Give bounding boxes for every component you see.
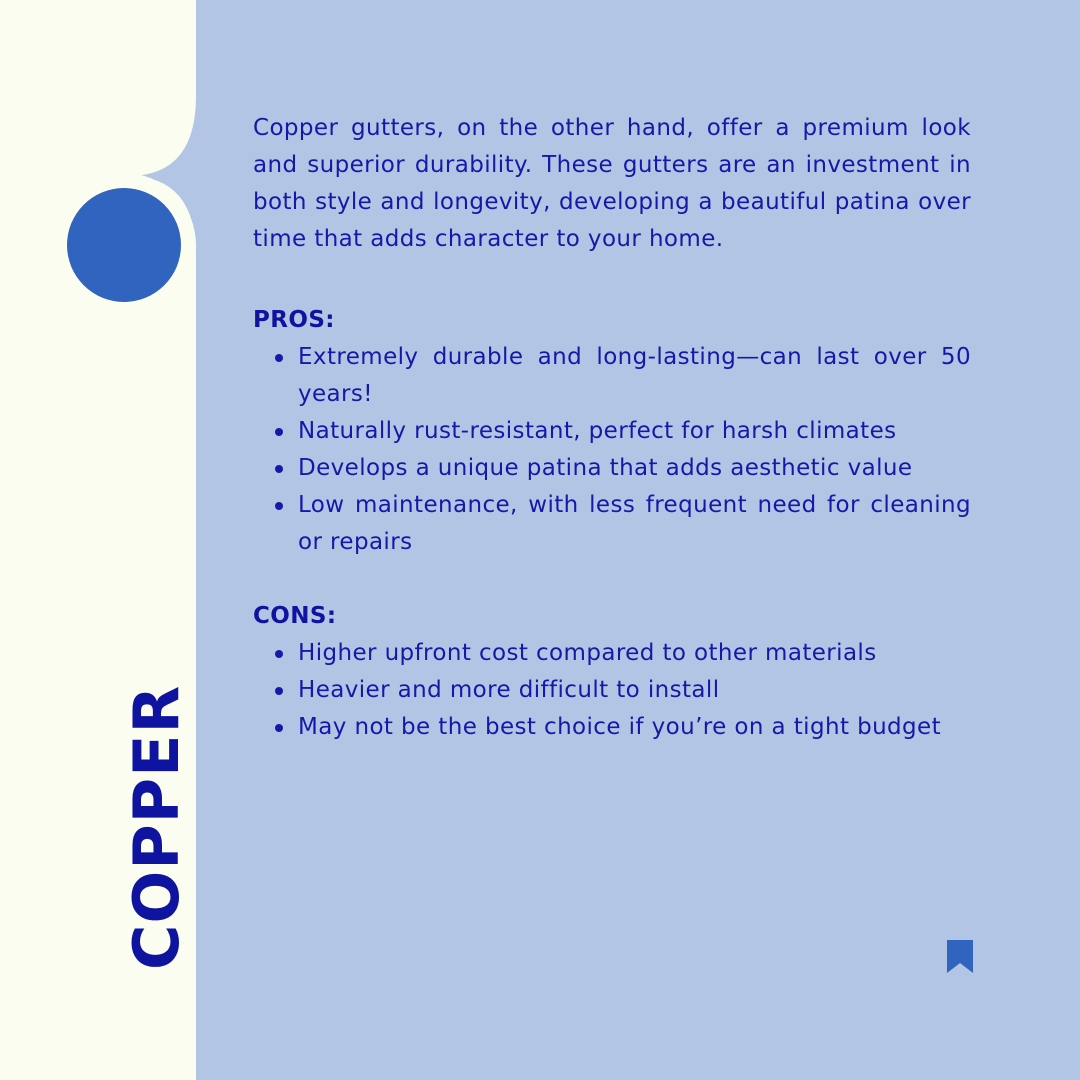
bullet-icon (275, 502, 283, 510)
intro-paragraph: Copper gutters, on the other hand, offer a premium look and superior durability. These gutters are an investment in both style and longevity, developing a beautiful patina over time that adds character to your home. (253, 115, 971, 252)
bullet-icon (275, 428, 283, 436)
pros-item-text: Low maintenance, with less frequent need for cleaning or repairs (298, 492, 971, 555)
cons-heading: CONS: (253, 603, 337, 629)
decorative-shapes (0, 0, 260, 360)
bullet-icon (275, 354, 283, 362)
bookmark-icon[interactable] (947, 940, 973, 973)
bullet-icon (275, 724, 283, 732)
pros-item-text: Develops a unique patina that adds aesthetic value (298, 455, 913, 481)
cons-item-text: May not be the best choice if you’re on a tight budget (298, 714, 942, 740)
pros-item-text: Extremely durable and long-lasting—can last over 50 years! (298, 344, 971, 407)
cons-item (298, 672, 971, 709)
circle-decoration (67, 188, 181, 302)
pros-item (298, 339, 971, 413)
bullet-icon (275, 465, 283, 473)
cons-item (298, 635, 971, 672)
bullet-icon (275, 687, 283, 695)
pros-list (253, 339, 971, 561)
pros-item (298, 413, 971, 450)
cons-item-text: Higher upfront cost compared to other materials (298, 640, 877, 666)
cons-item-text: Heavier and more difficult to install (298, 677, 720, 703)
cons-list (253, 635, 971, 746)
article-content (253, 110, 971, 746)
pros-item (298, 450, 971, 487)
vertical-title: COPPER (120, 684, 193, 970)
cons-item (298, 709, 971, 746)
pros-item (298, 487, 971, 561)
bullet-icon (275, 650, 283, 658)
pros-item-text: Naturally rust-resistant, perfect for harsh climates (298, 418, 897, 444)
pros-heading: PROS: (253, 307, 335, 333)
